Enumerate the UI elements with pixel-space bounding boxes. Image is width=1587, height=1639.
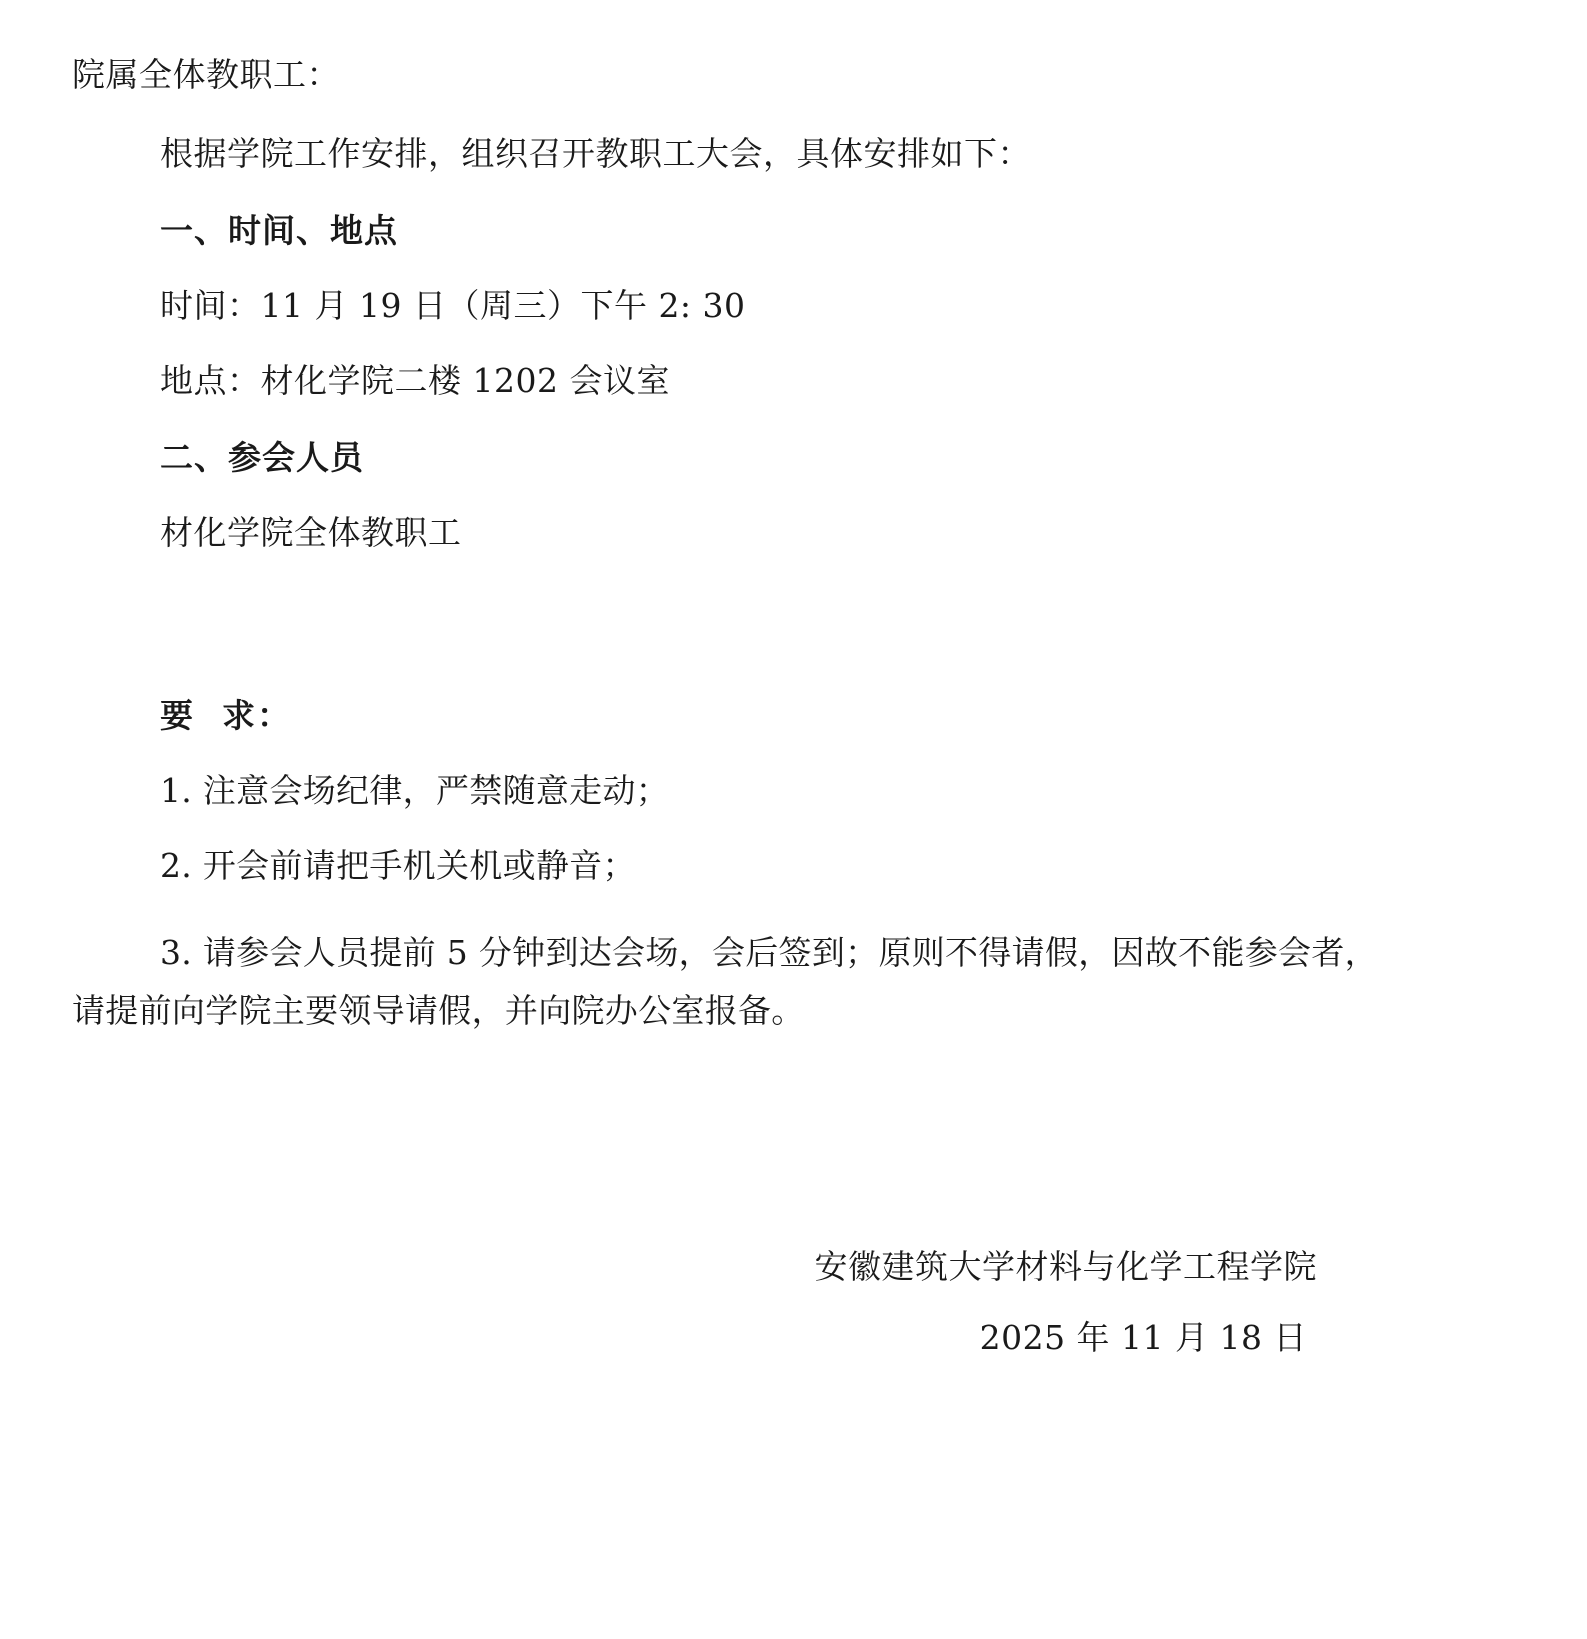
- signature-block: [72, 1246, 1467, 1357]
- intro-paragraph: 根据学院工作安排，组织召开教职工大会，具体安排如下：: [160, 134, 1031, 173]
- requirements-heading: 要 求：: [160, 696, 292, 735]
- section-two-heading: 二、参会人员: [160, 438, 364, 477]
- signature-organization: 安徽建筑大学材料与化学工程学院: [814, 1246, 1317, 1286]
- section-one-heading: 一、时间、地点: [160, 211, 398, 250]
- requirement-item-3: 3. 请参会人员提前 5 分钟到达会场，会后签到；原则不得请假，因故不能参会者，请提前向学院主要领导请假，并向院办公室报备。: [72, 933, 1378, 1030]
- attendees-line: 材化学院全体教职工: [160, 513, 462, 552]
- signature-date: 2025 年 11 月 18 日: [979, 1317, 1307, 1357]
- meeting-time-line: 时间：11 月 19 日（周三）下午 2: 30: [160, 286, 746, 325]
- requirement-item-1: 1. 注意会场纪律，严禁随意走动；: [160, 771, 670, 810]
- addressee-line: 院属全体教职工：: [72, 55, 340, 94]
- meeting-place-line: 地点：材化学院二楼 1202 会议室: [160, 361, 670, 400]
- requirement-item-2: 2. 开会前请把手机关机或静音；: [160, 846, 636, 885]
